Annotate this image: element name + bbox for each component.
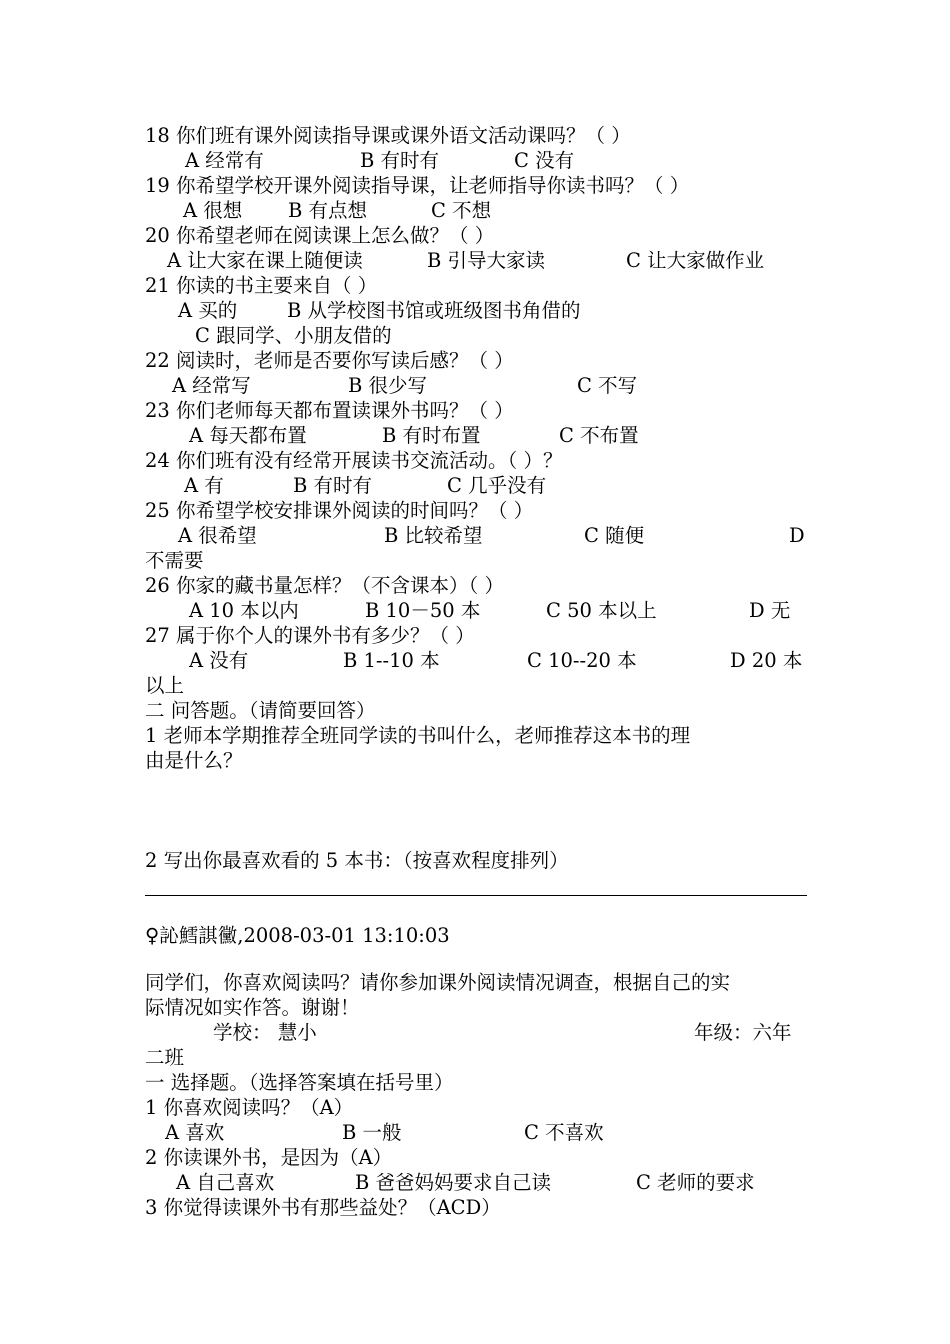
question-24-options <box>145 473 807 498</box>
question-26-text: 26 你家的藏书量怎样？（不含课本）（ ） <box>145 574 504 597</box>
question-23-options <box>145 423 807 448</box>
option-d: D <box>789 524 805 547</box>
option-c: C 跟同学、小朋友借的 <box>195 324 392 347</box>
option-b: B 有时有 <box>360 149 440 172</box>
divider-line <box>145 895 807 896</box>
question-18-text: 18 你们班有课外阅读指导课或课外语文活动课吗？（ ） <box>145 124 631 147</box>
question-21-options <box>145 298 807 323</box>
option-a: A 喜欢 <box>165 1121 225 1144</box>
question-25-options-cont <box>145 548 807 573</box>
option-a: A 很想 <box>183 199 243 222</box>
option-b: B 很少写 <box>348 374 428 397</box>
question-19-options <box>145 198 807 223</box>
question-25-text: 25 你希望学校安排课外阅读的时间吗？（ ） <box>145 499 534 522</box>
post-question-2: 2 你读课外书，是因为（A） <box>145 1146 393 1169</box>
option-c: C 没有 <box>514 149 575 172</box>
option-c: C 不写 <box>577 374 638 397</box>
option-b: B 10－50 本 <box>365 599 481 622</box>
option-c: C 10--20 本 <box>527 649 637 672</box>
school-label: 学校： 慧小 <box>213 1021 317 1044</box>
question-26-options <box>145 598 807 623</box>
option-a: A 买的 <box>178 299 238 322</box>
option-b: B 一般 <box>342 1121 402 1144</box>
post-header: ♀訫鱈諆黴,2008-03-01 13:10:03 <box>145 924 450 947</box>
question-22-text: 22 阅读时，老师是否要你写读后感？（ ） <box>145 349 514 372</box>
option-c: C 让大家做作业 <box>626 249 765 272</box>
post-question-1-options <box>145 1120 807 1145</box>
option-a: A 每天都布置 <box>189 424 307 447</box>
post-question-1: 1 你喜欢阅读吗？（A） <box>145 1096 354 1119</box>
option-c: C 老师的要求 <box>636 1171 755 1194</box>
question-22-options <box>145 373 807 398</box>
question-24-text: 24 你们班有没有经常开展读书交流活动。（ ）？ <box>145 449 563 472</box>
option-b: B 从学校图书馆或班级图书角借的 <box>287 299 581 322</box>
option-c: C 50 本以上 <box>546 599 657 622</box>
question-21-options-cont <box>145 323 807 348</box>
option-c: C 不想 <box>431 199 492 222</box>
question-21 <box>145 273 807 298</box>
post-question-3: 3 你觉得读课外书有那些益处？（ACD） <box>145 1196 501 1219</box>
question-27-text: 27 属于你个人的课外书有多少？（ ） <box>145 624 475 647</box>
post-question-2-options <box>145 1170 807 1195</box>
question-20 <box>145 223 807 248</box>
option-b: B 比较希望 <box>384 524 483 547</box>
question-22 <box>145 348 807 373</box>
grade-label: 年级：六年 <box>694 1021 792 1044</box>
question-19 <box>145 173 807 198</box>
option-b: B 1--10 本 <box>343 649 440 672</box>
option-c: C 随便 <box>584 524 645 547</box>
school-grade-line <box>145 1020 807 1045</box>
option-b: B 有点想 <box>288 199 368 222</box>
option-c: C 不喜欢 <box>524 1121 604 1144</box>
question-20-options <box>145 248 807 273</box>
question-25-options <box>145 523 807 548</box>
grade-line-cont: 二班 <box>145 1046 185 1069</box>
option-b: B 有时有 <box>293 474 373 497</box>
option-b: B 爸爸妈妈要求自己读 <box>355 1171 552 1194</box>
option-a: A 让大家在课上随便读 <box>167 249 363 272</box>
question-27-options <box>145 648 807 673</box>
question-18 <box>145 123 807 148</box>
option-d-cont: 不需要 <box>145 549 204 572</box>
question-20-text: 20 你希望老师在阅读课上怎么做？（ ） <box>145 224 495 247</box>
option-a: A 很希望 <box>178 524 257 547</box>
section-2-question-2: 2 写出你最喜欢看的 5 本书：（按喜欢程度排列） <box>145 849 569 872</box>
section-2-title: 二 问答题。（请简要回答） <box>145 699 376 722</box>
section-1-title: 一 选择题。（选择答案填在括号里） <box>145 1071 454 1094</box>
option-a: A 有 <box>184 474 224 497</box>
question-21-text: 21 你读的书主要来自（ ） <box>145 274 378 297</box>
option-b: B 有时布置 <box>382 424 481 447</box>
option-d: D 无 <box>749 599 791 622</box>
question-19-text: 19 你希望学校开课外阅读指导课，让老师指导你读书吗？（ ） <box>145 174 690 197</box>
section-2-question-1: 1 老师本学期推荐全班同学读的书叫什么，老师推荐这本书的理 <box>145 724 691 747</box>
option-a: A 经常写 <box>172 374 251 397</box>
option-a: A 自己喜欢 <box>176 1171 275 1194</box>
option-d-cont: 以上 <box>145 674 185 697</box>
question-26 <box>145 573 807 598</box>
question-27-options-cont <box>145 673 807 698</box>
question-25 <box>145 498 807 523</box>
question-24 <box>145 448 807 473</box>
option-a: A 10 本以内 <box>189 599 299 622</box>
question-23-text: 23 你们老师每天都布置读课外书吗？（ ） <box>145 399 514 422</box>
post-intro: 同学们，你喜欢阅读吗？请你参加课外阅读情况调查，根据自己的实 <box>145 971 731 994</box>
question-18-options <box>145 148 807 173</box>
option-a: A 经常有 <box>185 149 264 172</box>
question-27 <box>145 623 807 648</box>
post-intro-cont: 际情况如实作答。谢谢！ <box>145 996 360 1019</box>
option-c: C 不布置 <box>559 424 639 447</box>
option-a: A 没有 <box>189 649 249 672</box>
question-23 <box>145 398 807 423</box>
option-d: D 20 本 <box>730 649 803 672</box>
section-2-question-1-cont: 由是什么？ <box>145 749 243 772</box>
option-b: B 引导大家读 <box>427 249 546 272</box>
option-c: C 几乎没有 <box>447 474 547 497</box>
